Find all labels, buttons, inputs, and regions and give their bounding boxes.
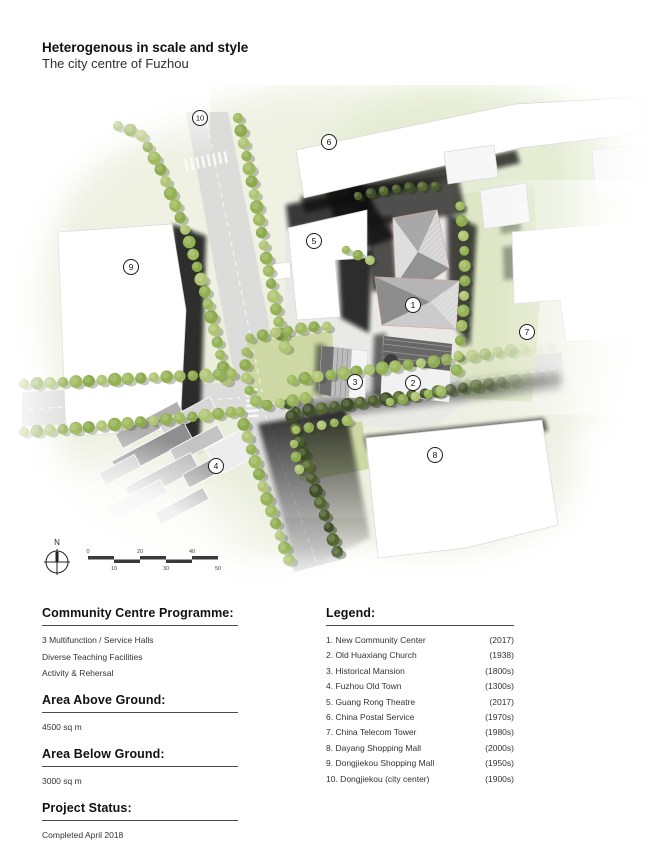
svg-text:20: 20: [136, 549, 144, 555]
legend-item-year: (2017): [489, 635, 514, 645]
svg-text:9: 9: [128, 261, 134, 272]
svg-text:2: 2: [410, 377, 416, 388]
map-marker-4: [209, 459, 224, 474]
legend-item: [326, 727, 514, 737]
legend-item-label: 2. Old Huaxiang Church: [326, 650, 417, 661]
legend-item: [326, 666, 514, 676]
svg-text:10: 10: [110, 566, 118, 572]
svg-text:N: N: [54, 538, 60, 547]
project-status-value: Completed April 2018: [42, 830, 124, 840]
legend-item: [326, 758, 514, 768]
svg-text:30: 30: [162, 566, 170, 572]
svg-text:3: 3: [352, 376, 358, 387]
svg-text:6: 6: [326, 136, 332, 147]
map-marker-3: [348, 375, 363, 390]
legend-item-label: 6. China Postal Service: [326, 711, 415, 722]
programme-item: Diverse Teaching Facilities: [42, 651, 143, 662]
legend-item-year: (2017): [489, 696, 514, 707]
legend-item-label: 4. Fuzhou Old Town: [326, 681, 402, 692]
legend-item-label: 1. New Community Center: [326, 635, 426, 645]
legend-item-year: (1980s): [485, 727, 514, 738]
programme-item: 3 Multifunction / Service Halls: [42, 635, 154, 645]
map-marker-8: [428, 448, 443, 463]
area-below-ground-value: 3000 sq m: [42, 776, 82, 786]
legend-item: [326, 743, 514, 753]
legend-item-label: 3. Historical Mansion: [326, 665, 405, 676]
svg-text:8: 8: [432, 449, 438, 460]
map-marker-10: [193, 111, 208, 126]
legend-item-year: (1300s): [485, 681, 514, 692]
map-marker-2: [406, 376, 421, 391]
map-marker-6: [322, 135, 337, 150]
project-status-heading: Project Status:: [42, 801, 238, 821]
area-above-ground-value: 4500 sq m: [42, 722, 82, 732]
legend-item: [326, 697, 514, 707]
legend-item-label: 9. Dongjiekou Shopping Mall: [326, 758, 435, 769]
svg-text:10: 10: [195, 113, 205, 123]
legend-item: [326, 774, 514, 784]
svg-text:5: 5: [311, 235, 317, 246]
legend-item-year: (1900s): [485, 773, 514, 784]
legend-item-year: (1800s): [485, 665, 514, 676]
svg-text:50: 50: [214, 566, 222, 572]
page-subtitle: The city centre of Fuzhou: [42, 55, 189, 71]
map-marker-7: [520, 325, 535, 340]
project-status-section: [42, 801, 238, 840]
legend-item-label: 10. Dongjiekou (city center): [326, 773, 430, 784]
legend-item: [326, 635, 514, 645]
legend-column: [326, 606, 514, 789]
map-marker-1: [406, 298, 421, 313]
legend-item-year: (2000s): [485, 742, 514, 753]
legend-item-label: 8. Dayang Shopping Mall: [326, 742, 421, 753]
area-above-ground-heading: Area Above Ground:: [42, 693, 238, 713]
programme-column: [42, 606, 238, 840]
header: [42, 40, 248, 71]
programme-heading: Community Centre Programme:: [42, 606, 238, 626]
area-below-ground-section: [42, 747, 238, 786]
page-title: Heterogenous in scale and style: [42, 40, 249, 55]
svg-text:4: 4: [213, 460, 219, 471]
site-plan-map: [0, 85, 650, 590]
legend-item-label: 7. China Telecom Tower: [326, 727, 417, 738]
area-above-ground-section: [42, 693, 238, 732]
legend-item-year: (1970s): [485, 711, 514, 722]
svg-text:40: 40: [188, 549, 196, 555]
svg-text:1: 1: [410, 299, 416, 310]
legend-item-year: (1938): [489, 650, 514, 661]
programme-item: Activity & Rehersal: [42, 668, 114, 678]
map-marker-9: [124, 260, 139, 275]
map-marker-5: [307, 234, 322, 249]
area-below-ground-heading: Area Below Ground:: [42, 747, 238, 767]
legend-item: [326, 681, 514, 691]
svg-text:0: 0: [86, 549, 90, 555]
legend-item: [326, 712, 514, 722]
legend-heading: Legend:: [326, 606, 514, 626]
legend-item: [326, 650, 514, 660]
legend-item-year: (1950s): [485, 758, 514, 769]
legend-item-label: 5. Guang Rong Theatre: [326, 696, 416, 707]
svg-text:7: 7: [524, 326, 530, 337]
